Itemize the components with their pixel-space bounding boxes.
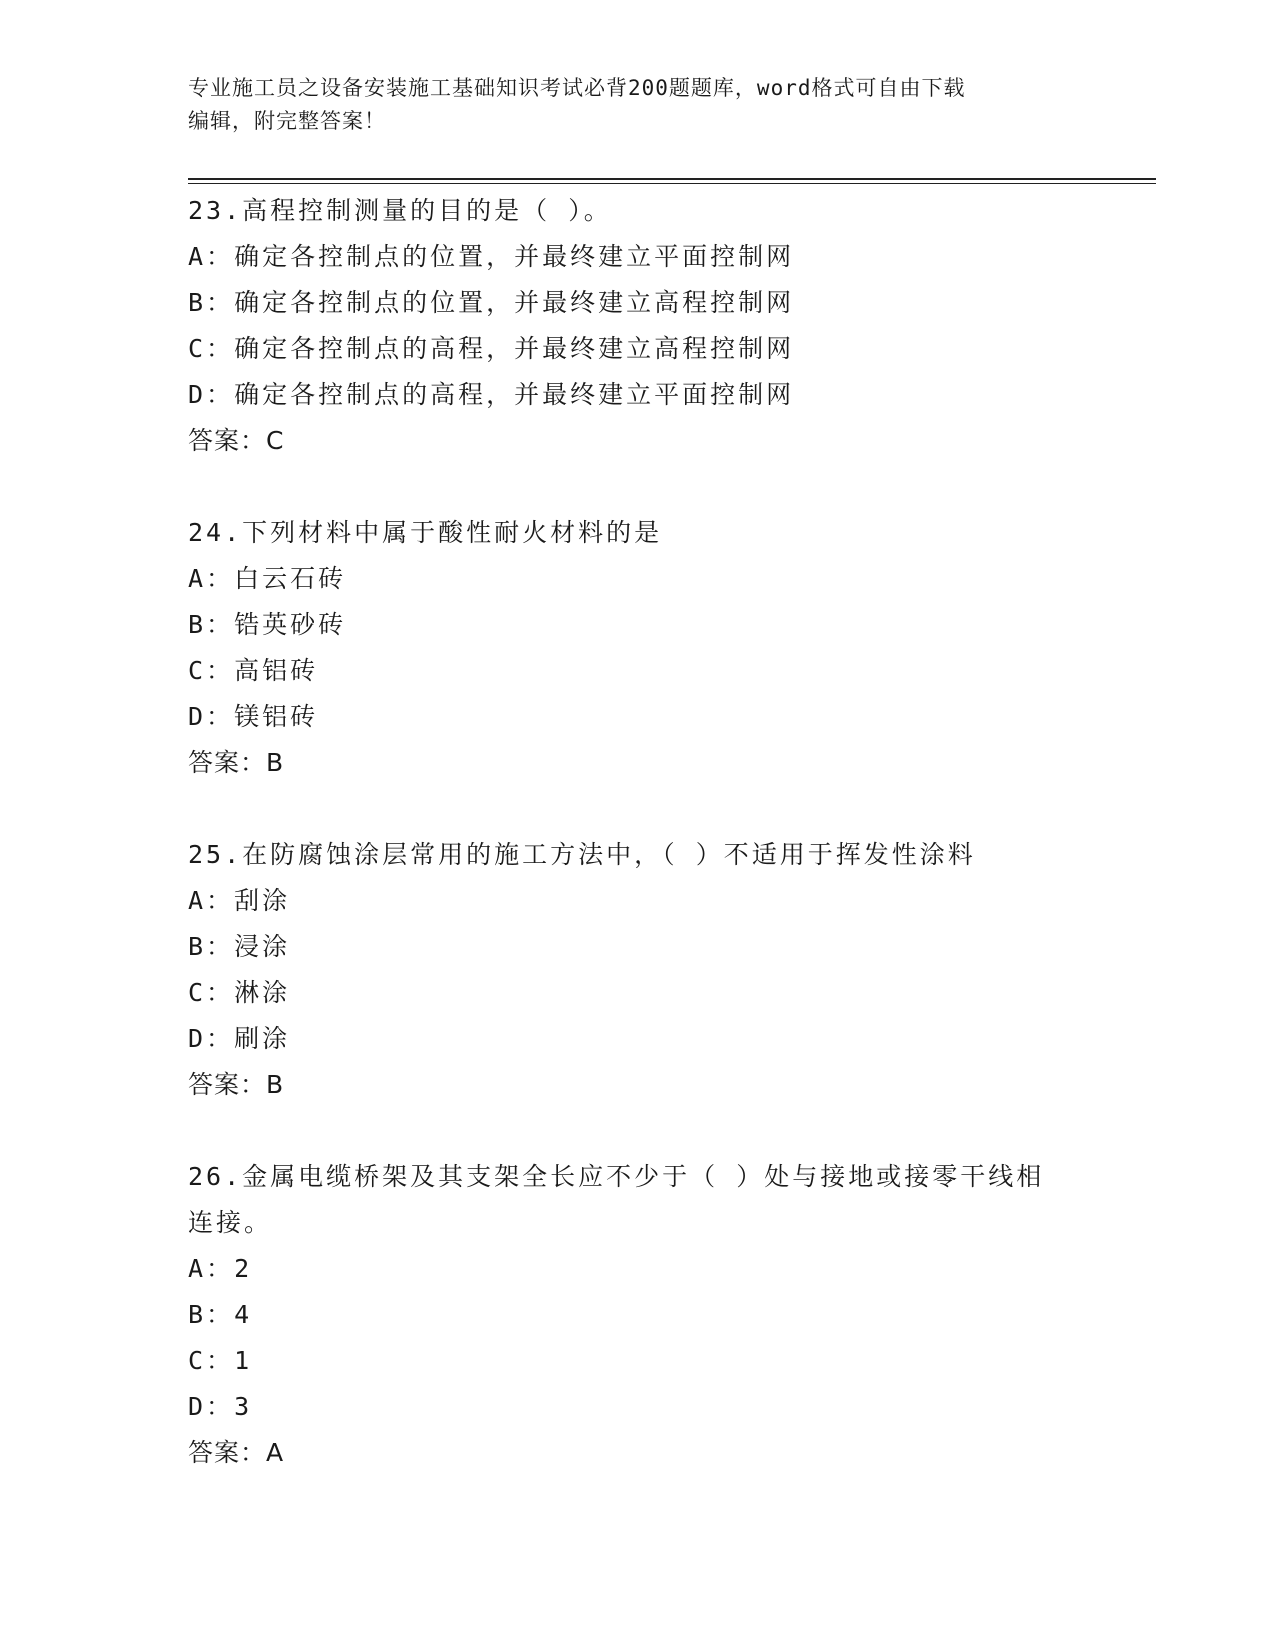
option-letter: C： [188, 334, 235, 363]
option-letter: B： [188, 288, 235, 317]
option-letter: A： [188, 564, 235, 593]
option-text: 锆英砂砖 [234, 610, 347, 639]
option-b [188, 280, 1148, 326]
option-text: 浸涂 [234, 932, 291, 961]
option-letter: B： [188, 932, 235, 961]
option-text: 2 [234, 1254, 253, 1283]
question-text: 25.在防腐蚀涂层常用的施工方法中，（ ）不适用于挥发性涂料 [188, 840, 976, 869]
option-text: 1 [234, 1346, 253, 1375]
question-text-continued: 连接。 [188, 1208, 273, 1237]
option-letter: C： [188, 1346, 235, 1375]
option-letter: A： [188, 886, 235, 915]
option-text: 4 [234, 1300, 253, 1329]
option-letter: B： [188, 1300, 235, 1329]
question-text: 26.金属电缆桥架及其支架全长应不少于（ ）处与接地或接零干线相 [188, 1162, 1045, 1191]
option-a [188, 234, 1148, 280]
option-text: 刮涂 [234, 886, 291, 915]
option-d [188, 694, 1148, 740]
option-letter: D： [188, 1392, 235, 1421]
option-text: 白云石砖 [234, 564, 347, 593]
header-divider-thin [188, 183, 1156, 184]
option-letter: D： [188, 702, 235, 731]
option-text: 淋涂 [234, 978, 291, 1007]
question-26 [188, 1154, 1148, 1476]
answer-line: 答案：A [188, 1438, 285, 1467]
option-letter: A： [188, 242, 235, 271]
option-letter: D： [188, 380, 235, 409]
option-a [188, 556, 1148, 602]
option-text: 刷涂 [234, 1024, 291, 1053]
question-text: 23.高程控制测量的目的是（ ）。 [188, 196, 612, 225]
option-b [188, 602, 1148, 648]
option-text: 镁铝砖 [234, 702, 319, 731]
header-line-2: 编辑，附完整答案！ [188, 109, 386, 133]
option-c [188, 1338, 1148, 1384]
option-d [188, 1016, 1148, 1062]
option-c [188, 970, 1148, 1016]
option-text: 确定各控制点的高程，并最终建立高程控制网 [234, 334, 795, 363]
question-25 [188, 832, 1148, 1108]
document-header [188, 72, 1088, 138]
option-d [188, 1384, 1148, 1430]
header-divider-thick [188, 178, 1156, 180]
option-b [188, 924, 1148, 970]
question-24 [188, 510, 1148, 786]
option-a [188, 878, 1148, 924]
answer-line: 答案：B [188, 748, 285, 777]
option-text: 3 [234, 1392, 253, 1421]
option-c [188, 648, 1148, 694]
option-text: 确定各控制点的位置，并最终建立高程控制网 [234, 288, 795, 317]
answer-line: 答案：C [188, 426, 285, 455]
option-text: 高铝砖 [234, 656, 319, 685]
option-letter: C： [188, 978, 235, 1007]
option-a [188, 1246, 1148, 1292]
option-letter: B： [188, 610, 235, 639]
option-text: 确定各控制点的位置，并最终建立平面控制网 [234, 242, 795, 271]
option-text: 确定各控制点的高程，并最终建立平面控制网 [234, 380, 795, 409]
option-c [188, 326, 1148, 372]
option-letter: C： [188, 656, 235, 685]
option-letter: D： [188, 1024, 235, 1053]
option-d [188, 372, 1148, 418]
header-line-1: 专业施工员之设备安装施工基础知识考试必背200题题库，word格式可自由下载 [188, 76, 966, 100]
answer-line: 答案：B [188, 1070, 285, 1099]
question-23 [188, 188, 1148, 464]
question-list [188, 188, 1148, 1522]
question-text: 24.下列材料中属于酸性耐火材料的是 [188, 518, 663, 547]
option-b [188, 1292, 1148, 1338]
option-letter: A： [188, 1254, 235, 1283]
